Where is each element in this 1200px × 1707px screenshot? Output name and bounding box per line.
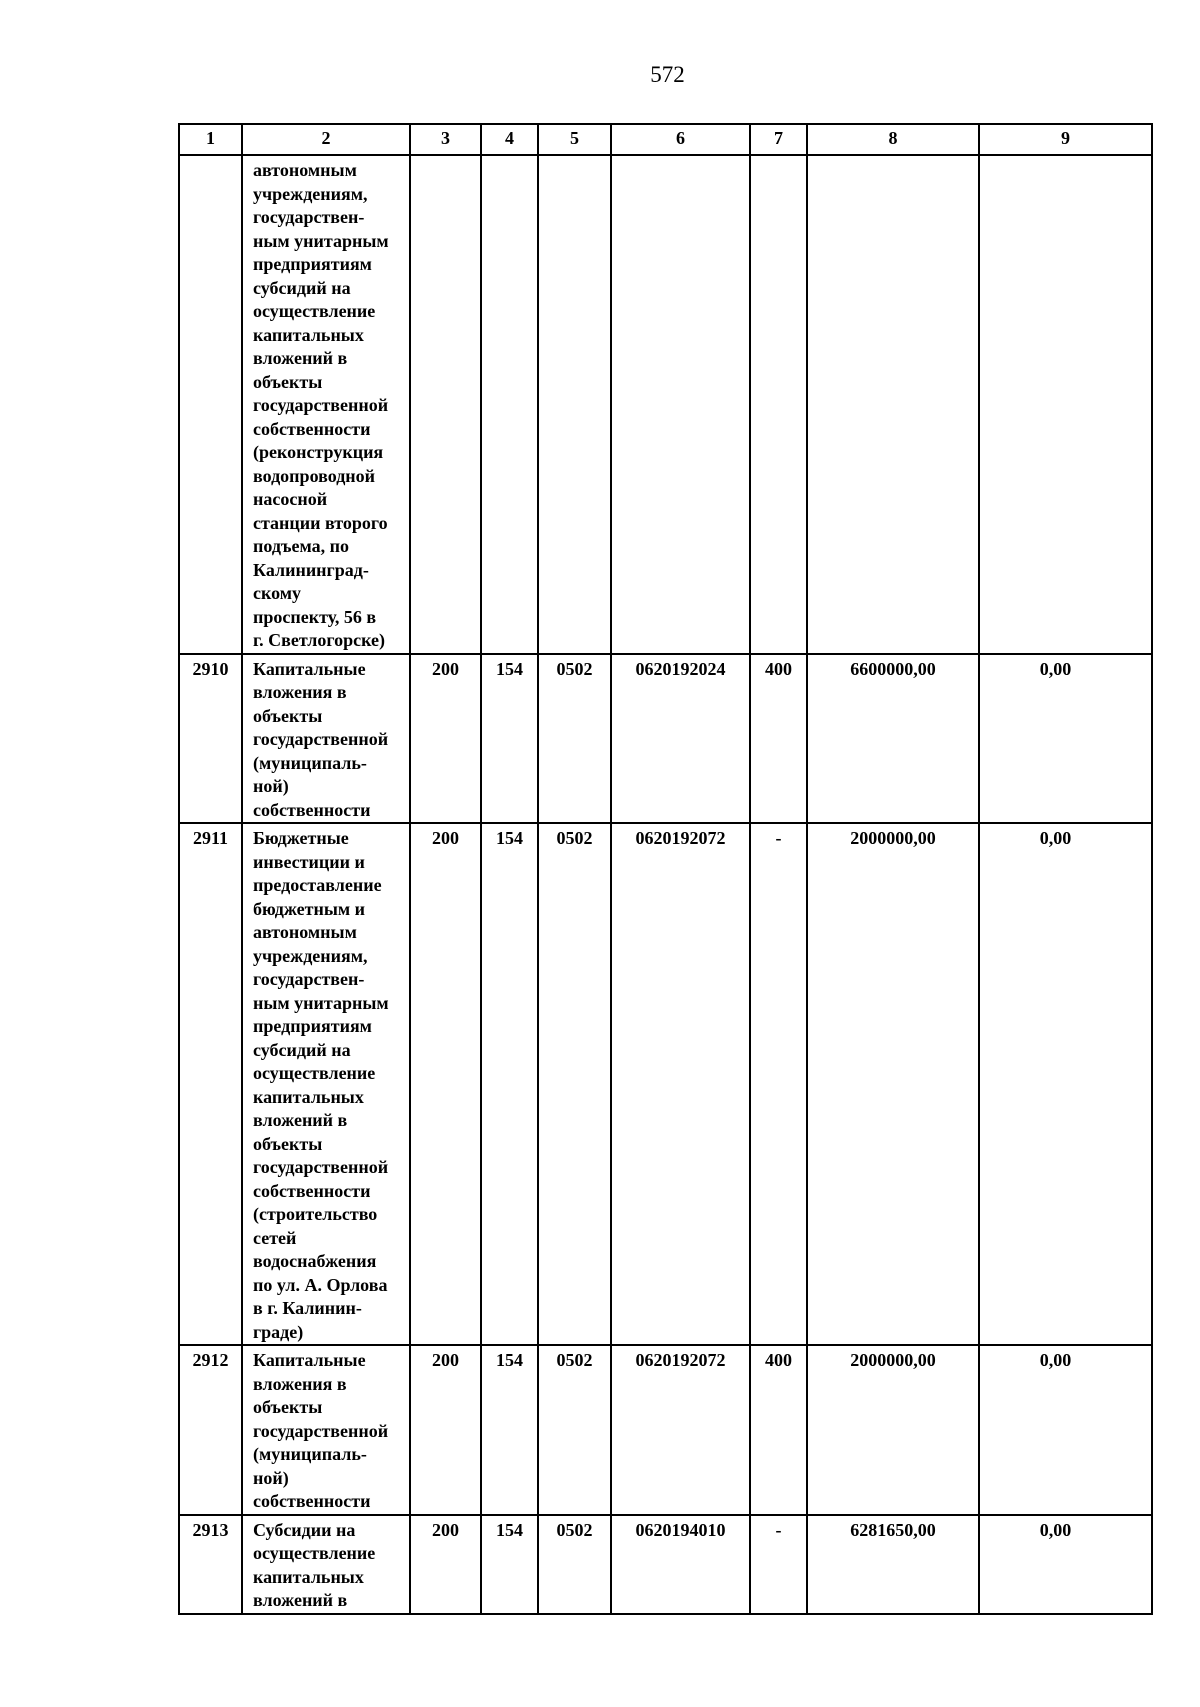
cell-col7: 400	[750, 654, 807, 824]
cell-col7	[750, 155, 807, 654]
table-row	[179, 155, 1152, 654]
column-header: 1	[179, 124, 242, 155]
cell-col4: 154	[481, 654, 538, 824]
cell-col4: 154	[481, 1345, 538, 1515]
cell-col9: 0,00	[979, 1515, 1152, 1614]
column-header: 4	[481, 124, 538, 155]
row-number-cell	[179, 155, 242, 654]
cell-col7: 400	[750, 1345, 807, 1515]
cell-col8: 6600000,00	[807, 654, 979, 824]
row-number-cell	[179, 654, 242, 824]
table-row	[179, 654, 1152, 824]
column-header: 3	[410, 124, 481, 155]
cell-col6: 0620192072	[611, 1345, 750, 1515]
cell-col4	[481, 155, 538, 654]
description-cell	[242, 823, 410, 1345]
description-cell	[242, 1345, 410, 1515]
column-header: 2	[242, 124, 410, 155]
budget-table	[178, 123, 1153, 1615]
cell-col6: 0620194010	[611, 1515, 750, 1614]
cell-col8: 2000000,00	[807, 1345, 979, 1515]
description-cell	[242, 155, 410, 654]
row-number: 2912	[192, 1350, 229, 1370]
cell-col3	[410, 155, 481, 654]
cell-col9: 0,00	[979, 823, 1152, 1345]
cell-col4: 154	[481, 1515, 538, 1614]
column-header: 9	[979, 124, 1152, 155]
row-number-cell	[179, 1515, 242, 1614]
description-cell	[242, 1515, 410, 1614]
cell-col5: 0502	[538, 1515, 611, 1614]
row-description: Капитальные вложения в объекты государственной (муниципаль- ной) собственности	[253, 658, 389, 820]
cell-col3: 200	[410, 1345, 481, 1515]
row-description: автономным учреждениям, государствен- ным унитарным предприятиям субсидий на осуществление капитальных вложений в объекты государственной собственности (реконструкция водопроводной насосной станции второго подъема, по Калининград- скому проспекту, 56 в г. Светлогорске)	[253, 160, 389, 650]
cell-col6: 0620192024	[611, 654, 750, 824]
cell-col3: 200	[410, 1515, 481, 1614]
cell-col5: 0502	[538, 823, 611, 1345]
cell-col5: 0502	[538, 654, 611, 824]
cell-col8	[807, 155, 979, 654]
cell-col5	[538, 155, 611, 654]
cell-col7: -	[750, 823, 807, 1345]
cell-col8: 6281650,00	[807, 1515, 979, 1614]
cell-col5: 0502	[538, 1345, 611, 1515]
cell-col3: 200	[410, 654, 481, 824]
row-description: Капитальные вложения в объекты государственной (муниципаль- ной) собственности	[253, 1350, 389, 1511]
row-number-cell	[179, 1345, 242, 1515]
table-row	[179, 1345, 1152, 1515]
table-row	[179, 1515, 1152, 1614]
row-number: 2913	[192, 1519, 229, 1540]
row-description: Бюджетные инвестиции и предоставление бюджетным и автономным учреждениям, государствен- ным унитарным предприятиям субсидий на осуществление капитальных вложений в объекты государственной собственности (строительство сетей водоснабжения по ул. А. Орлова в г. Калинин- граде)	[253, 828, 389, 1342]
column-header: 6	[611, 124, 750, 155]
cell-col6: 0620192072	[611, 823, 750, 1345]
cell-col7: -	[750, 1515, 807, 1614]
table-row	[179, 823, 1152, 1345]
cell-col9: 0,00	[979, 654, 1152, 824]
page-number: 572	[650, 62, 685, 87]
cell-col8: 2000000,00	[807, 823, 979, 1345]
table-header-row	[179, 124, 1152, 155]
row-number: 2910	[192, 658, 229, 679]
column-header: 7	[750, 124, 807, 155]
cell-col4: 154	[481, 823, 538, 1345]
column-header: 8	[807, 124, 979, 155]
row-description: Субсидии на осуществление капитальных вложений в	[253, 1519, 376, 1610]
row-number-cell	[179, 823, 242, 1345]
cell-col6	[611, 155, 750, 654]
cell-col9: 0,00	[979, 1345, 1152, 1515]
column-header: 5	[538, 124, 611, 155]
description-cell	[242, 654, 410, 824]
cell-col3: 200	[410, 823, 481, 1345]
row-number: 2911	[192, 828, 228, 848]
cell-col9	[979, 155, 1152, 654]
